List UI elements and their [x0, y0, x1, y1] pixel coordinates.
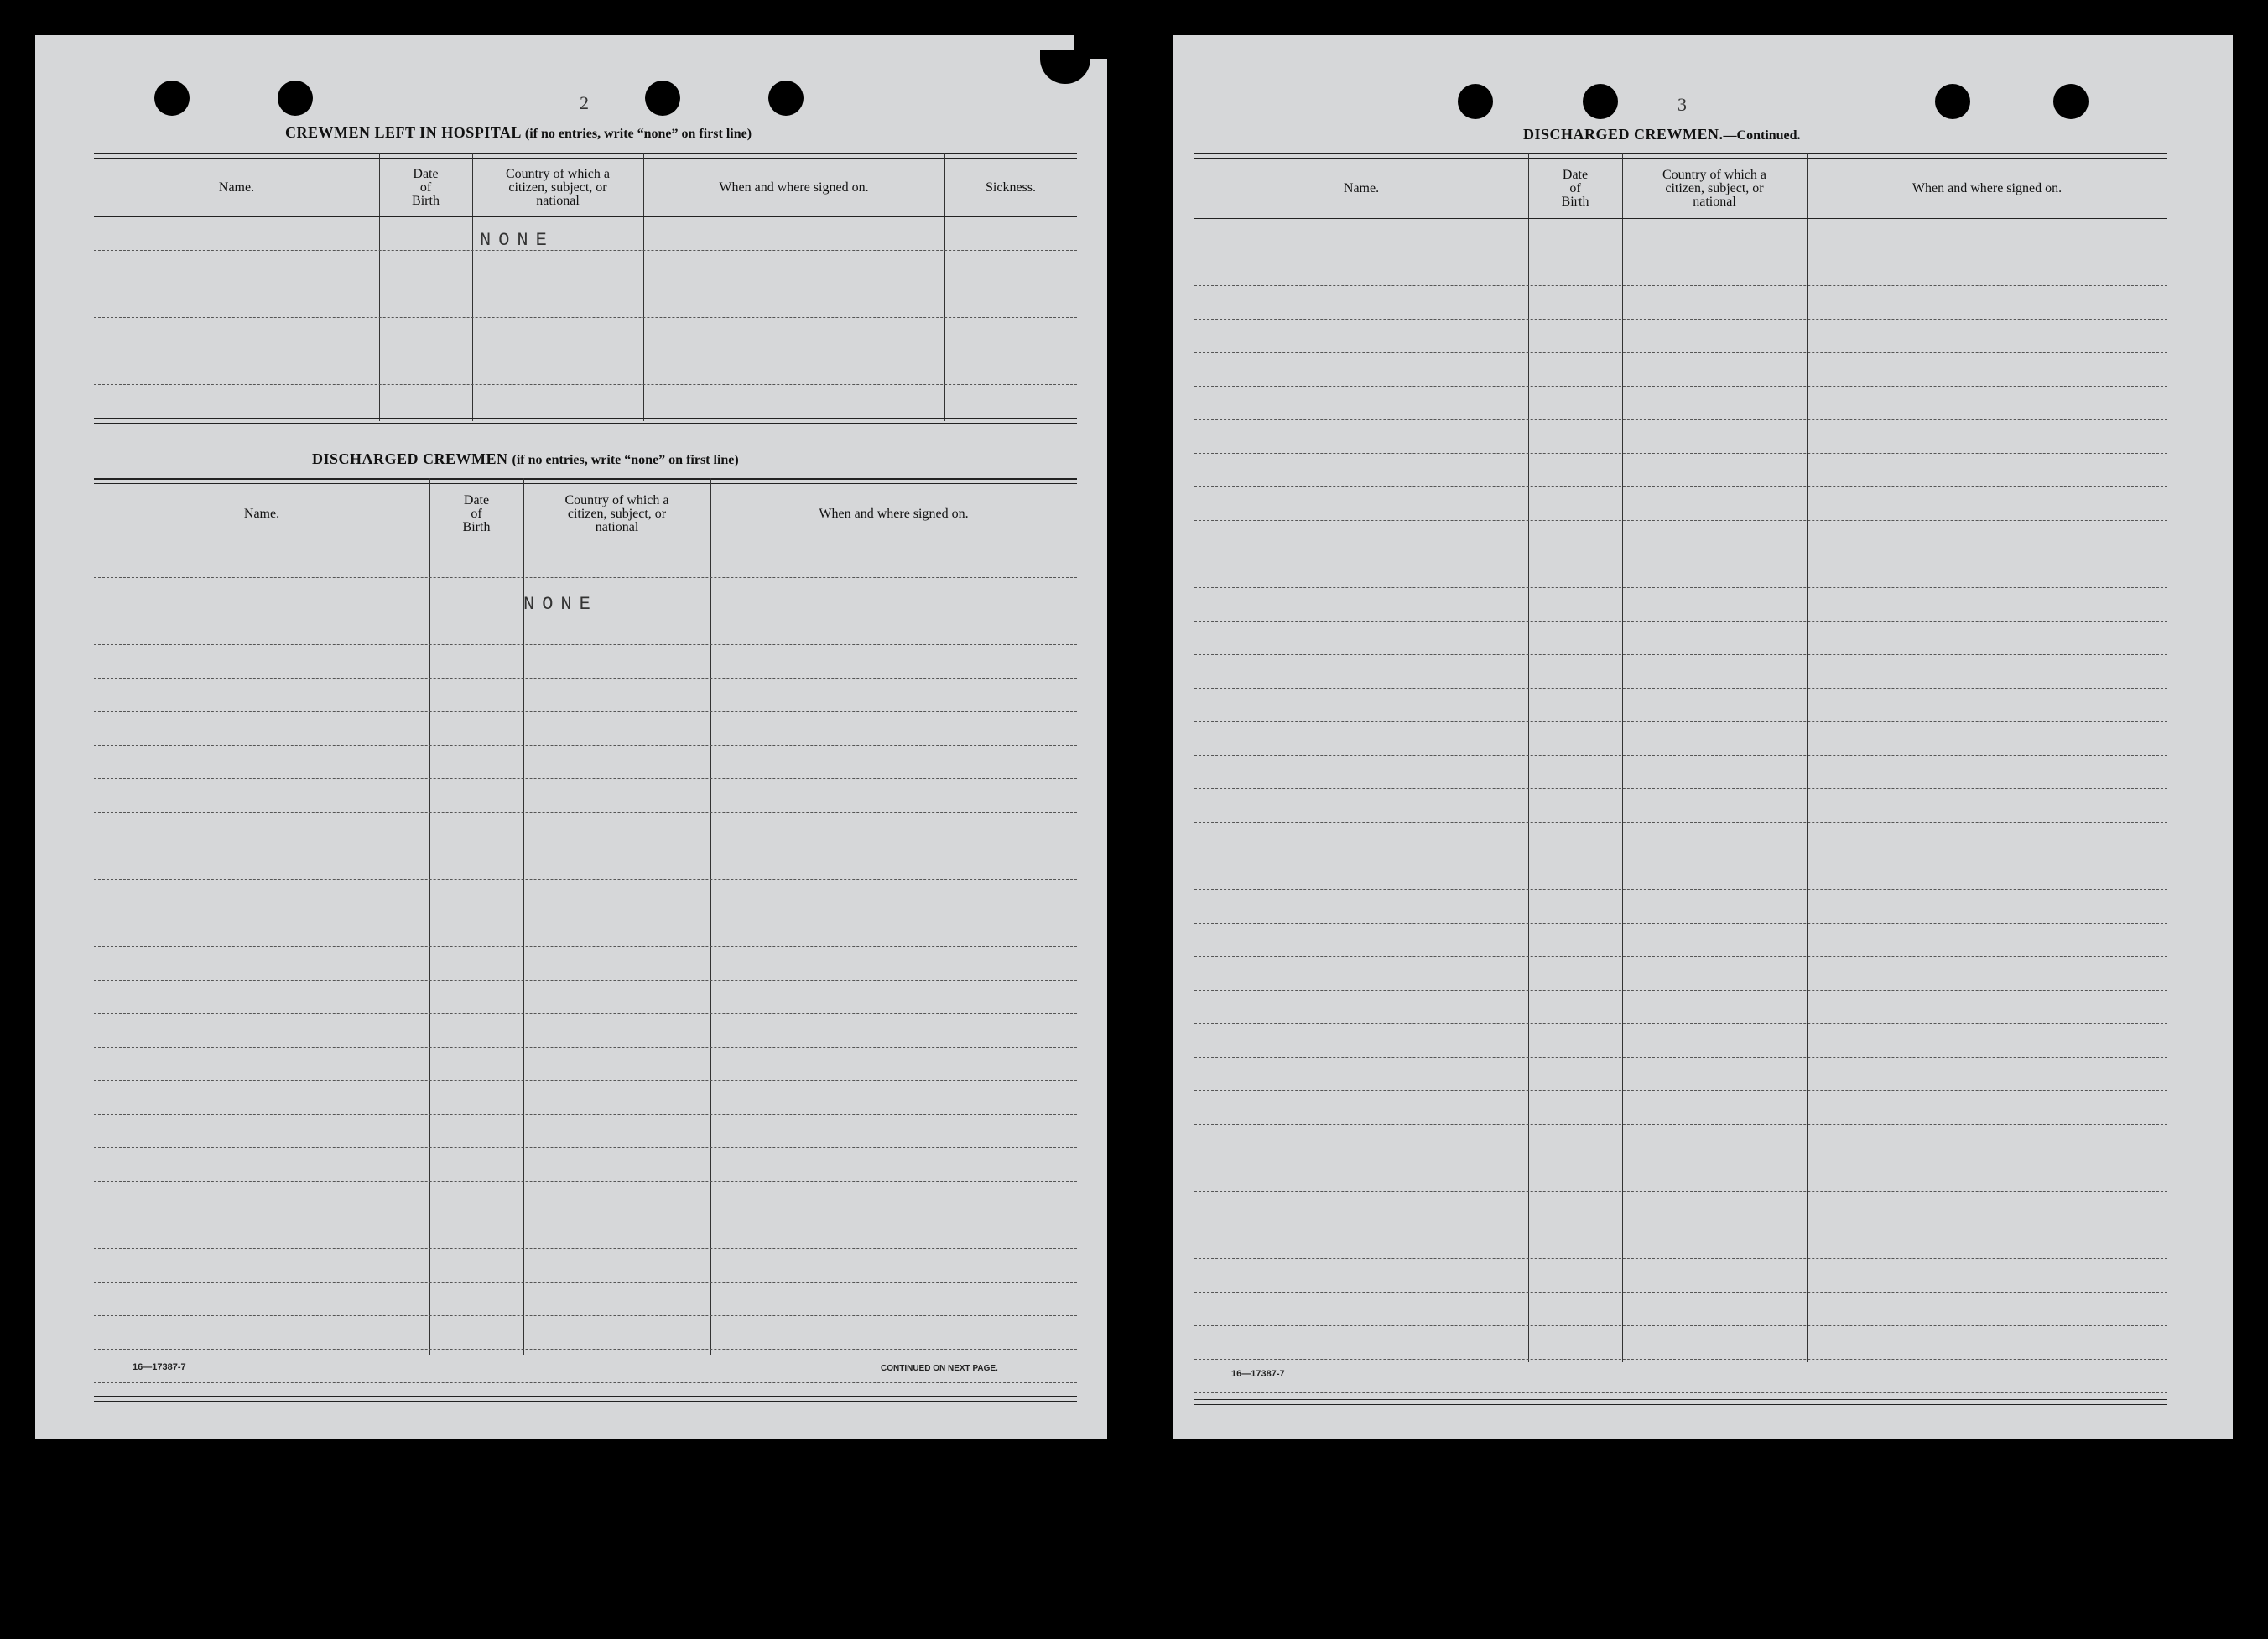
entry-line	[1194, 990, 2167, 991]
discharged-table	[94, 478, 1077, 1409]
entry-line	[1194, 1392, 2167, 1393]
page-number: 2	[580, 92, 589, 113]
col-signed-on: When and where signed on.	[719, 180, 869, 195]
entry-line	[1194, 923, 2167, 924]
entry-line	[1194, 1258, 2167, 1259]
entry-line	[1194, 587, 2167, 588]
entry-line	[94, 711, 1077, 712]
hospital-section-title	[285, 124, 752, 142]
punch-hole	[278, 81, 313, 116]
page-number: 3	[1678, 94, 1687, 115]
entry-line	[1194, 889, 2167, 890]
col-name: Name.	[1343, 181, 1380, 195]
entry-line	[94, 577, 1077, 578]
form-number: 16—17387-7	[133, 1362, 186, 1372]
entry-line	[94, 1080, 1077, 1081]
entry-line	[1194, 1124, 2167, 1125]
punch-hole	[154, 81, 190, 116]
entry-line	[94, 778, 1077, 779]
entry-line	[94, 678, 1077, 679]
continued-note: CONTINUED ON NEXT PAGE.	[881, 1364, 998, 1373]
punch-hole	[645, 81, 680, 116]
punch-hole	[768, 81, 804, 116]
col-country: Country of which a citizen, subject, or national	[564, 493, 669, 534]
entry-line	[94, 644, 1077, 645]
entry-line	[94, 1315, 1077, 1316]
entry-line	[1194, 1325, 2167, 1326]
entry-line	[1194, 822, 2167, 823]
hospital-none-entry: NONE	[480, 230, 554, 251]
entry-line	[94, 1382, 1077, 1383]
entry-line	[94, 1181, 1077, 1182]
entry-line	[94, 1013, 1077, 1014]
col-date-of-birth: Date of Birth	[462, 493, 491, 534]
entry-line	[1194, 788, 2167, 789]
col-date-of-birth: Date of Birth	[1561, 168, 1589, 209]
entry-line	[94, 1047, 1077, 1048]
entry-line	[1194, 352, 2167, 353]
discharged-instruction: (if no entries, write “none” on first line)	[512, 453, 739, 467]
hospital-table	[94, 153, 1077, 463]
entry-line	[94, 1349, 1077, 1350]
entry-line	[1194, 486, 2167, 487]
discharged-continued-table	[1194, 153, 2167, 1402]
entry-line	[94, 812, 1077, 813]
entry-line	[94, 879, 1077, 880]
entry-line	[1194, 1191, 2167, 1192]
entry-line	[1194, 386, 2167, 387]
punch-hole	[1458, 84, 1493, 119]
right-page	[1173, 35, 2233, 1439]
entry-line	[1194, 520, 2167, 521]
entry-line	[94, 980, 1077, 981]
form-number: 16—17387-7	[1231, 1369, 1285, 1379]
entry-line	[1194, 1359, 2167, 1360]
col-country: Country of which a citizen, subject, or national	[506, 167, 610, 208]
entry-line	[1194, 319, 2167, 320]
col-name: Name.	[243, 507, 280, 521]
discharged-continued-title	[1523, 126, 1801, 143]
entry-line	[1194, 1090, 2167, 1091]
entry-line	[94, 745, 1077, 746]
entry-line	[1194, 419, 2167, 420]
entry-line	[1194, 956, 2167, 957]
col-date-of-birth: Date of Birth	[412, 167, 440, 208]
entry-line	[94, 1248, 1077, 1249]
col-signed-on: When and where signed on.	[1912, 181, 2063, 195]
discharged-title-text: DISCHARGED CREWMEN	[312, 450, 508, 467]
entry-line	[1194, 755, 2167, 756]
col-country: Country of which a citizen, subject, or national	[1662, 168, 1766, 209]
discharged-continued-text: DISCHARGED CREWMEN.	[1523, 126, 1724, 143]
entry-line	[1194, 621, 2167, 622]
discharged-none-entry: NONE	[523, 594, 598, 615]
col-name: Name.	[218, 180, 255, 195]
entry-line	[1194, 688, 2167, 689]
entry-line	[1194, 453, 2167, 454]
entry-line	[94, 1282, 1077, 1283]
discharged-section-title	[312, 450, 739, 468]
entry-line	[1194, 285, 2167, 286]
entry-line	[1194, 654, 2167, 655]
punch-hole	[2053, 84, 2089, 119]
entry-line	[1194, 1057, 2167, 1058]
col-signed-on: When and where signed on.	[819, 507, 969, 521]
entry-line	[94, 1147, 1077, 1148]
entry-line	[1194, 721, 2167, 722]
entry-line	[1194, 1023, 2167, 1024]
continued-suffix: —Continued.	[1723, 128, 1801, 143]
entry-line	[94, 946, 1077, 947]
hospital-instruction: (if no entries, write “none” on first line)	[524, 127, 752, 141]
entry-line	[94, 1114, 1077, 1115]
entry-line	[1194, 1292, 2167, 1293]
col-sickness: Sickness.	[986, 180, 1036, 195]
punch-hole	[1583, 84, 1618, 119]
hospital-title-text: CREWMEN LEFT IN HOSPITAL	[285, 124, 521, 141]
punch-hole	[1935, 84, 1970, 119]
left-page	[35, 35, 1107, 1439]
